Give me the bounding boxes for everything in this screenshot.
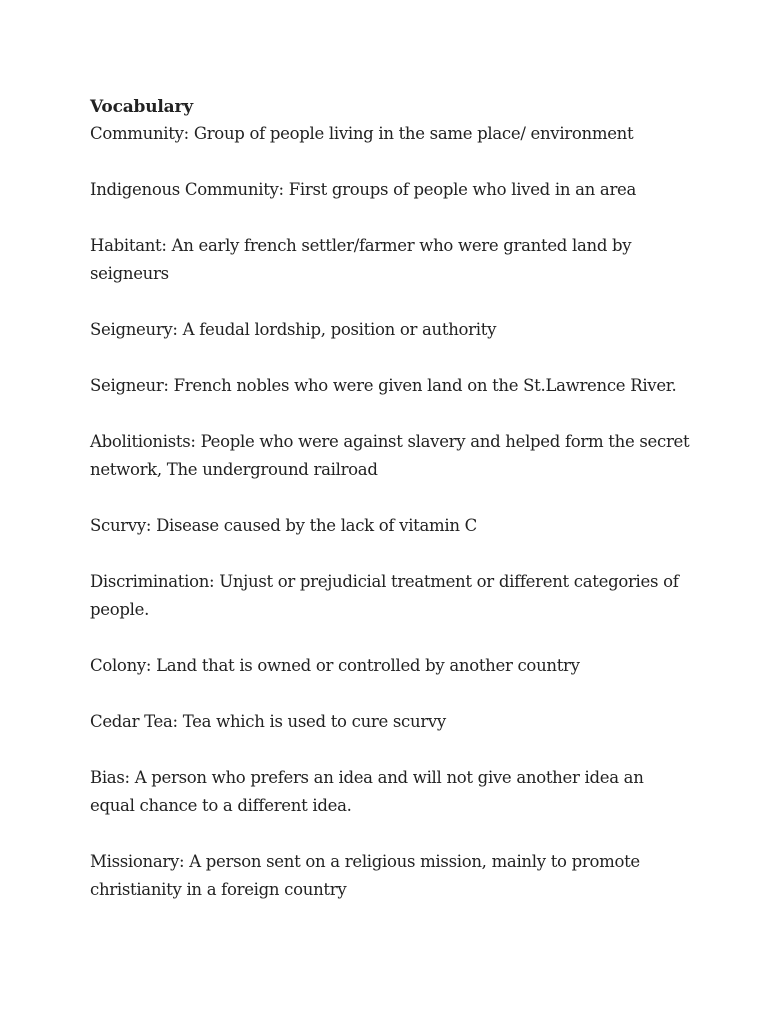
vocab-entry-abolitionists: Abolitionists: People who were against slavery and helped form the secret network, The underground railroad [90,432,690,479]
vocab-entry-community: Community: Group of people living in the same place/ environment [90,124,634,143]
vocab-entry-seigneury: Seigneury: A feudal lordship, position or authority [90,320,497,339]
vocab-entry-discrimination: Discrimination: Unjust or prejudicial treatment or different categories of people. [90,572,679,619]
document-title: Vocabulary [90,97,193,117]
vocab-entry-missionary: Missionary: A person sent on a religious mission, mainly to promote christianity in a foreign country [90,852,640,899]
vocab-entry-bias: Bias: A person who prefers an idea and will not give another idea an equal chance to a different idea. [90,768,644,815]
vocab-entry-habitant: Habitant: An early french settler/farmer who were granted land by seigneurs [90,236,632,283]
document-page [90,94,690,932]
vocab-entry-seigneur: Seigneur: French nobles who were given land on the St.Lawrence River. [90,376,677,395]
vocab-entry-cedar-tea: Cedar Tea: Tea which is used to cure scurvy [90,712,446,731]
vocab-entry-indigenous-community: Indigenous Community: First groups of people who lived in an area [90,180,637,199]
vocab-entry-scurvy: Scurvy: Disease caused by the lack of vitamin C [90,516,477,535]
vocab-entry-colony: Colony: Land that is owned or controlled by another country [90,656,580,675]
